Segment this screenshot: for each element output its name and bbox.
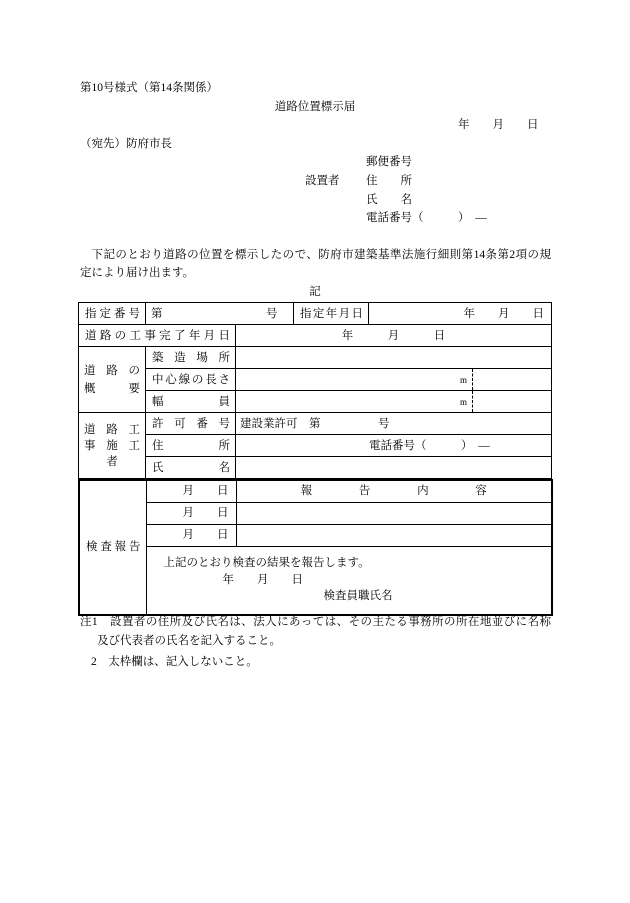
addressee: （宛先）防府市長 <box>80 138 172 150</box>
table-row-contractor-name <box>79 457 552 479</box>
designation-number-field: 第 号 <box>146 303 294 325</box>
road-info-table <box>78 302 552 479</box>
permit-number-label: 許可番号 <box>146 413 236 435</box>
form-title: 道路位置標示届 <box>274 101 356 113</box>
table-row-designation <box>79 303 552 325</box>
contractor-name-label: 氏名 <box>146 457 236 479</box>
road-overview-label-line-1: 道路の <box>84 364 140 377</box>
contractor-name-field <box>236 457 552 479</box>
table-row-inspection-2 <box>79 502 552 524</box>
construction-location-field <box>236 347 552 369</box>
contractor-address-label: 住所 <box>146 435 236 457</box>
note-2: 2 太枠欄は、記入しないこと。 <box>91 656 258 668</box>
road-overview-label-line-2: 概要 <box>84 382 140 395</box>
completion-date-label: 道路の工事完了年月日 <box>79 325 236 347</box>
report-content-header: 報告内容 <box>300 485 487 498</box>
road-width-extra-field <box>473 391 552 413</box>
table-row-width <box>79 391 552 413</box>
inspection-date-label-2: 月 日 <box>146 502 236 524</box>
statement-line-2: 定により届け出ます。 <box>80 267 195 279</box>
designation-date-field: 年 月 日 <box>369 303 552 325</box>
submission-date: 年 月 日 <box>458 119 539 131</box>
inspection-report-label: 検査報告 <box>79 480 146 615</box>
inspection-statement: 上記のとおり検査の結果を報告します。 <box>163 556 370 569</box>
designation-number-label: 指定番号 <box>79 303 146 325</box>
applicant-phone-label: 電話番号（ ） — <box>366 212 487 224</box>
applicant-role-label: 設置者 <box>305 175 340 187</box>
permit-number-field: 建設業許可 第 号 <box>236 413 552 435</box>
table-row-inspection-3 <box>79 524 552 546</box>
contractor-phone-field: 電話番号（ ） — <box>236 435 552 457</box>
road-info-body <box>79 303 552 479</box>
note-1-line-2: 及び代表者の氏名を記入すること。 <box>97 635 281 647</box>
inspection-date-label-1: 月 日 <box>146 480 236 502</box>
report-content-header-cell <box>236 480 552 502</box>
note-1-line-1: 注1 設置者の住所及び氏名は、法人にあっては、その主たる事務所の所在地並びに名称 <box>80 616 551 628</box>
road-contractor-label-line-2: 事施工 <box>84 439 140 452</box>
form-number: 第10号様式（第14条関係） <box>80 82 218 94</box>
completion-date-field: 年 月 日 <box>236 325 552 347</box>
inspection-result-cell <box>146 546 552 615</box>
road-contractor-label-line-3: 者 <box>106 455 118 468</box>
inspection-body <box>79 480 552 615</box>
inspection-result-area <box>147 547 552 614</box>
construction-location-label: 築造場所 <box>146 347 236 369</box>
applicant-name-label: 氏 名 <box>366 194 412 206</box>
table-row-inspection-1 <box>79 480 552 502</box>
statement-line-1: 下記のとおり道路の位置を標示したので、防府市建築基準法施行細則第14条第2項の規 <box>91 249 551 261</box>
road-overview-label <box>79 347 146 413</box>
designation-date-label: 指定年月日 <box>294 303 369 325</box>
postal-code-label: 郵便番号 <box>366 156 412 168</box>
record-label: 記 <box>309 286 321 298</box>
applicant-address-label: 住 所 <box>366 175 412 187</box>
table-row-completion <box>79 325 552 347</box>
report-content-field-2 <box>236 502 552 524</box>
road-width-unit: m <box>236 391 473 413</box>
road-contractor-label <box>79 413 146 479</box>
road-contractor-label-line-1: 道路工 <box>84 423 140 436</box>
centerline-length-extra-field <box>473 369 552 391</box>
table-row-location <box>79 347 552 369</box>
inspection-date-label-3: 月 日 <box>146 524 236 546</box>
inspector-name-label: 検査員職氏名 <box>323 589 393 602</box>
table-row-permit <box>79 413 552 435</box>
centerline-length-label: 中心線の長さ <box>146 369 236 391</box>
table-row-contractor-address <box>79 435 552 457</box>
road-width-label: 幅員 <box>146 391 236 413</box>
report-content-field-3 <box>236 524 552 546</box>
inspection-date: 年 月 日 <box>222 573 303 586</box>
table-row-inspection-result <box>79 546 552 615</box>
table-row-centerline <box>79 369 552 391</box>
centerline-length-unit: m <box>236 369 473 391</box>
inspection-report-box <box>78 479 553 616</box>
